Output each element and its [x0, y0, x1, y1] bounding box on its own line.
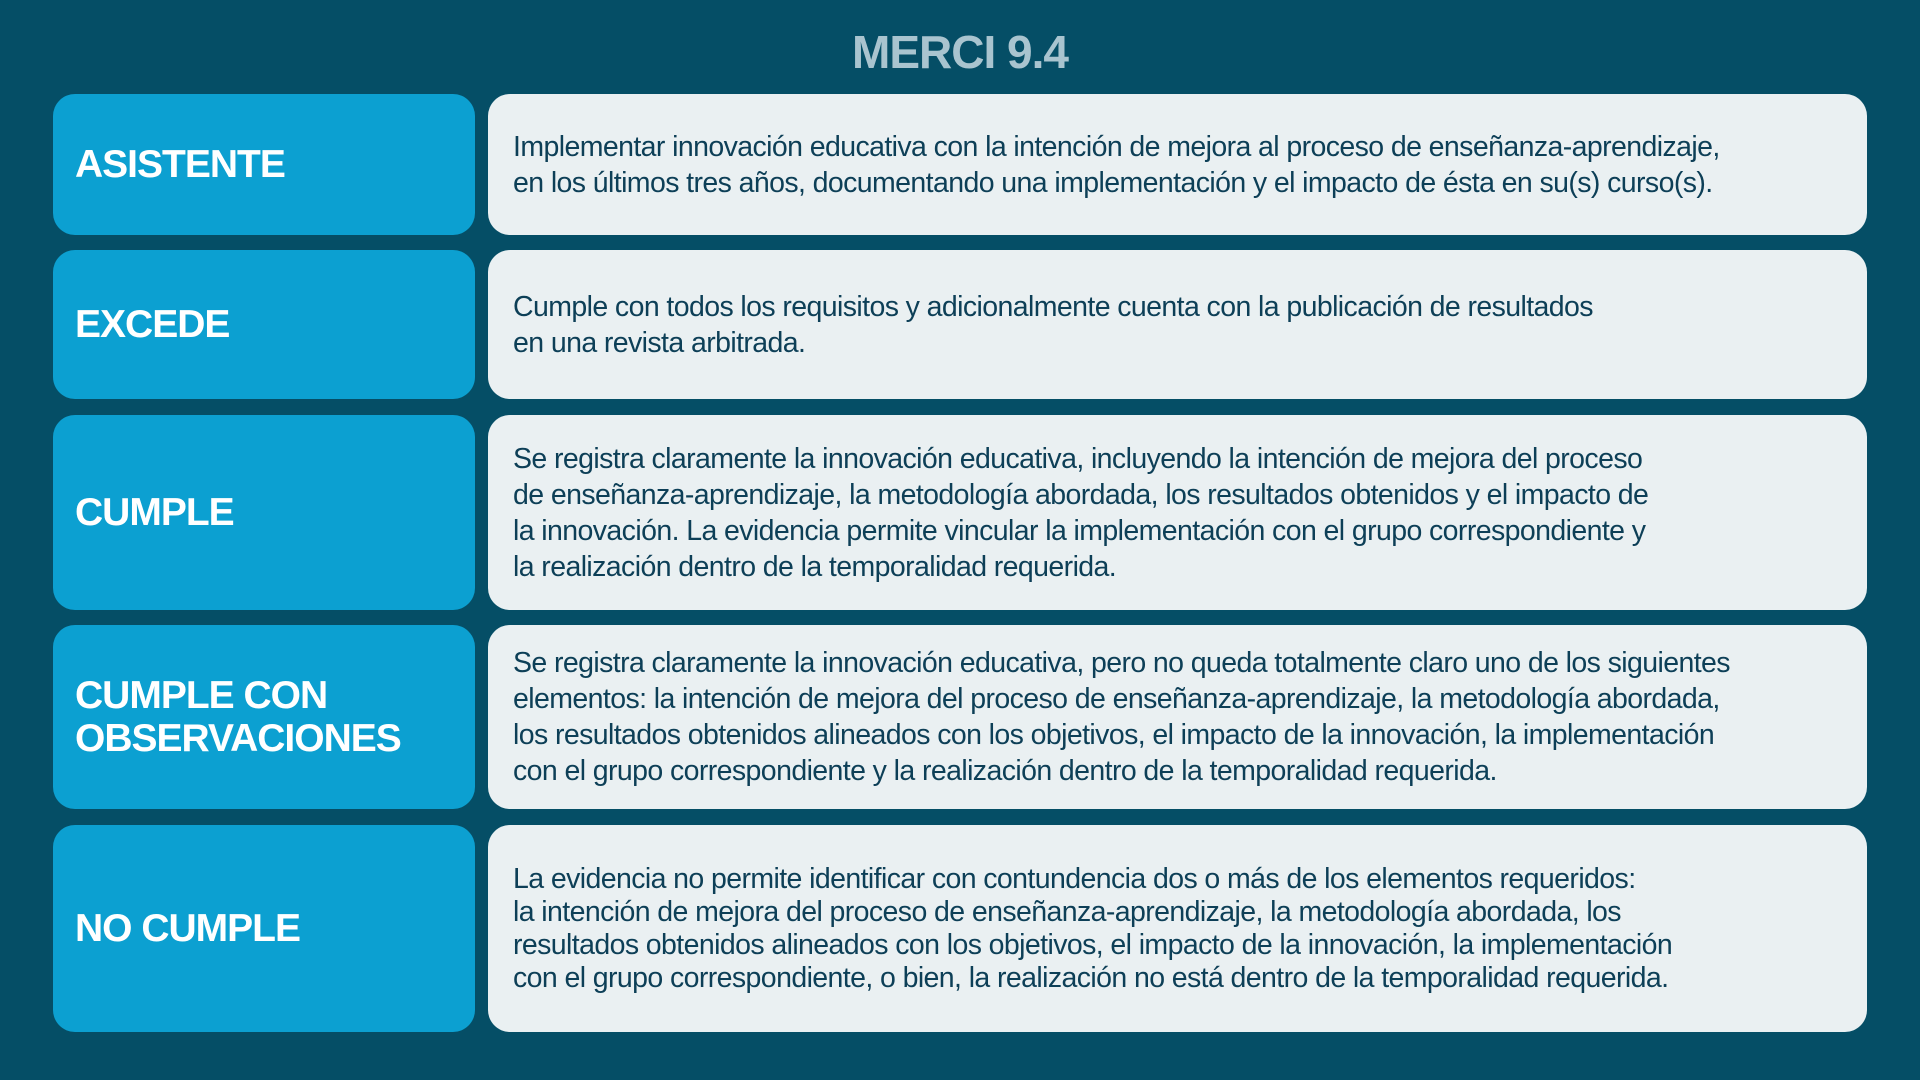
criterion-row-excede [53, 250, 1867, 399]
criterion-description-box [488, 825, 1867, 1032]
criterion-label-box [53, 250, 475, 399]
criterion-label: CUMPLE [75, 491, 234, 534]
criterion-description: Se registra claramente la innovación educativa, pero no queda totalmente claro uno de los siguientes elementos: la intención de mejora del proceso de enseñanza-aprendizaje, la metodología abordada, los resultados obtenidos alineados con los objetivos, el impacto de la innovación, la implementación con el grupo correspondiente y la realización dentro de la temporalidad requerida. [513, 647, 1730, 787]
criterion-description-box [488, 250, 1867, 399]
criterion-description: Implementar innovación educativa con la intención de mejora al proceso de enseñanza-aprendizaje, en los últimos tres años, documentando una implementación y el impacto de ésta en su(s) curso(s). [513, 130, 1720, 199]
criterion-description: La evidencia no permite identificar con contundencia dos o más de los elementos requeridos: la intención de mejora del proceso de enseñanza-aprendizaje, la metodología abordada, los resultados obtenidos alineados con los objetivos, el impacto de la innovación, la implementación con el grupo correspondiente, o bien, la realización no está dentro de la temporalidad requerida. [513, 862, 1673, 994]
page-title: MERCI 9.4 [852, 26, 1068, 78]
criterion-row-no-cumple [53, 825, 1867, 1032]
criterion-description: Cumple con todos los requisitos y adicionalmente cuenta con la publicación de resultados en una revista arbitrada. [513, 290, 1593, 359]
criterion-label-box [53, 94, 475, 235]
criterion-label: NO CUMPLE [75, 907, 300, 950]
criterion-description-box [488, 415, 1867, 610]
criterion-label: EXCEDE [75, 303, 230, 346]
criterion-description-box [488, 94, 1867, 235]
criterion-description: Se registra claramente la innovación educativa, incluyendo la intención de mejora del proceso de enseñanza-aprendizaje, la metodología abordada, los resultados obtenidos y el impacto de la innovación. La evidencia permite vincular la implementación con el grupo correspondiente y la realización dentro de la temporalidad requerida. [513, 442, 1649, 583]
criterion-row-asistente [53, 94, 1867, 235]
criterion-description-box [488, 625, 1867, 809]
criterion-label-box [53, 625, 475, 809]
criterion-label: CUMPLE CON OBSERVACIONES [75, 674, 401, 760]
criterion-row-cumple [53, 415, 1867, 610]
criterion-label: ASISTENTE [75, 143, 285, 186]
criterion-row-cumple-con-observaciones [53, 625, 1867, 809]
criterion-label-box [53, 415, 475, 610]
criterion-label-box [53, 825, 475, 1032]
